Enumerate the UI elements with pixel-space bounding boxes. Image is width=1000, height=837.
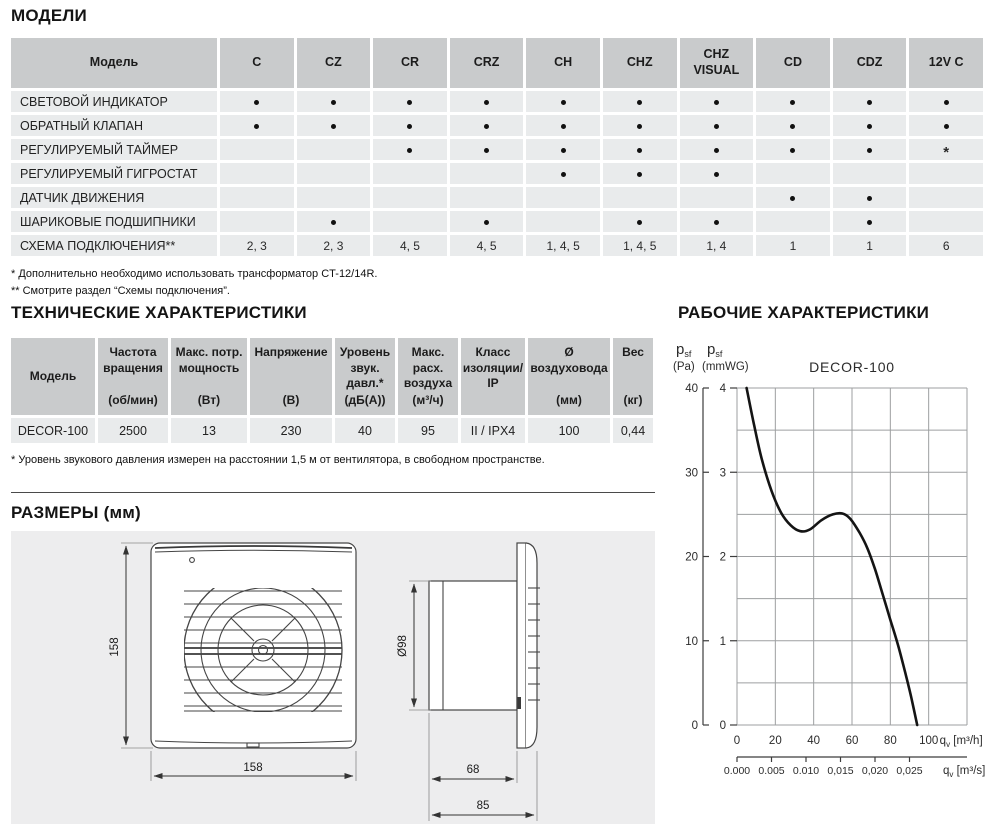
feature-dot-icon <box>484 100 489 105</box>
feature-dot-icon <box>714 172 719 177</box>
feature-dot-icon <box>561 124 566 129</box>
dimensions-panel <box>11 531 655 824</box>
pa-axis-unit: (Pa) <box>673 361 695 373</box>
feature-cell <box>603 163 677 184</box>
feature-dot-icon <box>561 148 566 153</box>
feature-cell: 2, 3 <box>297 235 371 256</box>
feature-cell: 1 <box>833 235 907 256</box>
feature-cell: 1, 4 <box>680 235 754 256</box>
fan-front-view <box>109 543 356 781</box>
feature-cell: 1, 4, 5 <box>603 235 677 256</box>
tech-cell: 95 <box>398 418 458 443</box>
feature-cell <box>373 187 447 208</box>
feature-dot-icon <box>714 220 719 225</box>
feature-cell: 6 <box>909 235 983 256</box>
tech-cell: 2500 <box>98 418 168 443</box>
models-col-header: CHZ VISUAL <box>680 38 754 88</box>
feature-dot-icon <box>714 124 719 129</box>
models-row <box>11 139 983 160</box>
feature-cell <box>756 139 830 160</box>
tech-col-header <box>398 338 458 415</box>
performance-section-title: РАБОЧИЕ ХАРАКТЕРИСТИКИ <box>678 303 930 322</box>
x-tick-label: 40 <box>807 735 821 747</box>
tech-col-name: Частота вращения <box>103 345 163 375</box>
feature-dot-icon <box>331 124 336 129</box>
tech-cell: 230 <box>250 418 332 443</box>
footnote-transformer: * Дополнительно необходимо использовать трансформатор CT-12/14R. <box>11 268 378 280</box>
mmwg-tick-label: 3 <box>719 467 726 480</box>
feature-cell <box>833 91 907 112</box>
fan-side-view <box>397 543 540 821</box>
feature-dot-icon <box>561 100 566 105</box>
feature-dot-icon <box>867 124 872 129</box>
feature-cell <box>373 115 447 136</box>
feature-dot-icon <box>254 124 259 129</box>
feature-dot-icon <box>484 220 489 225</box>
feature-cell: 4, 5 <box>450 235 524 256</box>
feature-cell <box>373 163 447 184</box>
feature-dot-icon <box>561 172 566 177</box>
feature-cell <box>833 163 907 184</box>
mmwg-axis-unit: (mmWG) <box>702 361 749 373</box>
feature-cell <box>909 211 983 232</box>
tech-col-unit: (об/мин) <box>108 393 158 408</box>
dim-front-height: 158 <box>109 637 121 657</box>
feature-dot-icon <box>331 220 336 225</box>
models-col-header: CR <box>373 38 447 88</box>
models-header-row <box>11 38 983 88</box>
mmwg-axis-label: $p_{sf}$ <box>707 341 723 359</box>
chart-title: DECOR-100 <box>809 359 895 375</box>
section-divider <box>11 492 655 493</box>
feature-cell <box>603 211 677 232</box>
feature-cell <box>756 91 830 112</box>
mmwg-tick-label: 1 <box>719 635 726 648</box>
tech-col-header <box>171 338 247 415</box>
pa-tick-label: 30 <box>685 467 698 480</box>
x-secondary-tick-label: 0,020 <box>861 765 889 777</box>
feature-cell <box>220 187 294 208</box>
feature-cell: 2, 3 <box>220 235 294 256</box>
feature-cell <box>603 115 677 136</box>
tech-cell: 100 <box>528 418 610 443</box>
feature-dot-icon <box>944 124 949 129</box>
feature-cell <box>297 91 371 112</box>
feature-dot-icon <box>867 196 872 201</box>
models-row <box>11 115 983 136</box>
tech-col-name: Макс. расх. воздуха <box>403 345 453 391</box>
tech-cell: II / IPX4 <box>461 418 525 443</box>
tech-cell: 0,44 <box>613 418 653 443</box>
feature-dot-icon <box>637 220 642 225</box>
tech-header-row <box>11 338 653 415</box>
pa-axis-label: $p_{sf}$ <box>676 341 692 359</box>
feature-cell <box>833 139 907 160</box>
footnote-schemes: ** Смотрите раздел “Схемы подключения”. <box>11 285 230 298</box>
x-secondary-unit: $q_v$ [m³/s] <box>943 765 986 779</box>
feature-dot-icon <box>407 124 412 129</box>
tech-col-name: Вес <box>622 345 644 359</box>
tech-col-header <box>528 338 610 415</box>
tech-cell: 40 <box>335 418 395 443</box>
feature-dot-icon <box>637 124 642 129</box>
x-tick-label: 0 <box>733 735 741 747</box>
feature-cell <box>603 91 677 112</box>
feature-cell <box>526 115 600 136</box>
models-section-title: МОДЕЛИ <box>11 6 87 25</box>
feature-cell <box>526 163 600 184</box>
feature-cell <box>909 139 983 160</box>
feature-cell: 4, 5 <box>373 235 447 256</box>
feature-cell <box>603 187 677 208</box>
tech-col-header <box>11 338 95 415</box>
tech-col-unit: (кг) <box>623 393 643 408</box>
feature-cell <box>450 187 524 208</box>
feature-dot-icon <box>484 148 489 153</box>
tech-col-header <box>613 338 653 415</box>
models-col-header: CH <box>526 38 600 88</box>
feature-cell <box>756 187 830 208</box>
feature-dot-icon <box>790 196 795 201</box>
feature-cell <box>220 91 294 112</box>
mmwg-tick-label: 4 <box>719 383 726 395</box>
models-row <box>11 235 983 256</box>
tech-col-unit: (мм) <box>556 393 582 408</box>
feature-row-label: СХЕМА ПОДКЛЮЧЕНИЯ** <box>11 235 217 256</box>
feature-dot-icon <box>790 100 795 105</box>
x-tick-label: 100 <box>919 735 939 747</box>
feature-cell <box>297 163 371 184</box>
feature-dot-icon <box>484 124 489 129</box>
feature-cell <box>526 91 600 112</box>
tech-col-unit: (В) <box>282 393 300 408</box>
tech-col-unit: (м³/ч) <box>412 393 444 408</box>
tech-footnote: * Уровень звукового давления измерен на расстоянии 1,5 м от вентилятора, в свободном пространстве. <box>11 454 545 466</box>
tech-col-name: Напряжение <box>254 345 328 359</box>
feature-cell <box>526 187 600 208</box>
models-col-header: CZ <box>297 38 371 88</box>
mmwg-tick-label: 2 <box>719 551 726 564</box>
models-col-header: CHZ <box>603 38 677 88</box>
tech-col-name: Класс изоляции/ IP <box>462 345 524 391</box>
feature-cell <box>450 115 524 136</box>
pa-tick-label: 0 <box>691 720 698 732</box>
tech-col-header <box>250 338 332 415</box>
feature-cell <box>297 211 371 232</box>
feature-cell <box>297 139 371 160</box>
feature-cell <box>373 139 447 160</box>
feature-cell <box>220 139 294 160</box>
feature-row-label: ОБРАТНЫЙ КЛАПАН <box>11 115 217 136</box>
feature-cell <box>526 211 600 232</box>
tech-section <box>11 303 659 466</box>
dimensions-drawing <box>11 531 655 824</box>
feature-cell <box>373 91 447 112</box>
feature-cell <box>603 139 677 160</box>
performance-chart <box>660 330 1000 830</box>
models-row <box>11 163 983 184</box>
feature-dot-icon <box>714 100 719 105</box>
tech-data-row <box>11 418 653 443</box>
feature-cell <box>833 187 907 208</box>
feature-cell <box>220 115 294 136</box>
sizes-section-title: РАЗМЕРЫ (мм) <box>11 503 141 522</box>
sizes-section <box>11 503 655 824</box>
feature-cell <box>909 187 983 208</box>
mmwg-tick-label: 0 <box>719 720 726 732</box>
models-row <box>11 211 983 232</box>
tech-col-header <box>335 338 395 415</box>
tech-col-header <box>461 338 525 415</box>
feature-dot-icon <box>254 100 259 105</box>
models-col-header: CDZ <box>833 38 907 88</box>
feature-star-icon: * <box>943 143 950 161</box>
x-secondary-tick-label: 0.000 <box>723 765 751 777</box>
pa-tick-label: 20 <box>685 551 698 564</box>
mount-clip <box>518 697 522 709</box>
performance-chart-wrap <box>660 330 1000 830</box>
feature-dot-icon <box>790 124 795 129</box>
models-col-header-model: Модель <box>11 38 217 88</box>
feature-cell <box>450 139 524 160</box>
models-footnotes <box>11 266 989 300</box>
x-tick-label: 80 <box>883 735 897 747</box>
feature-dot-icon <box>867 220 872 225</box>
feature-cell <box>756 163 830 184</box>
tech-cell: DECOR-100 <box>11 418 95 443</box>
tech-col-name: Ø воздуховода <box>530 345 608 375</box>
tech-col-name: Модель <box>29 368 77 383</box>
x-secondary-tick-label: 0.005 <box>758 765 785 777</box>
models-col-header: C <box>220 38 294 88</box>
tech-col-unit: (Вт) <box>197 393 221 408</box>
feature-cell <box>909 91 983 112</box>
dim-total-depth: 85 <box>476 800 490 812</box>
feature-cell: 1 <box>756 235 830 256</box>
feature-cell <box>220 211 294 232</box>
feature-row-label: СВЕТОВОЙ ИНДИКАТОР <box>11 91 217 112</box>
feature-cell <box>909 115 983 136</box>
x-tick-label: 60 <box>845 735 859 747</box>
models-col-header: CRZ <box>450 38 524 88</box>
feature-dot-icon <box>790 148 795 153</box>
feature-cell <box>680 163 754 184</box>
models-row <box>11 187 983 208</box>
tech-col-name: Макс. потр. мощность <box>175 345 243 375</box>
feature-row-label: РЕГУЛИРУЕМЫЙ ГИГРОСТАТ <box>11 163 217 184</box>
feature-cell <box>297 115 371 136</box>
tech-cell: 13 <box>171 418 247 443</box>
performance-section <box>678 303 990 323</box>
tech-col-unit: (дБ(А)) <box>344 393 386 408</box>
feature-dot-icon <box>867 148 872 153</box>
tech-col-name: Уровень звук. давл.* <box>339 345 391 391</box>
tech-section-title: ТЕХНИЧЕСКИЕ ХАРАКТЕРИСТИКИ <box>11 303 307 322</box>
feature-dot-icon <box>637 100 642 105</box>
feature-row-label: ШАРИКОВЫЕ ПОДШИПНИКИ <box>11 211 217 232</box>
feature-dot-icon <box>407 100 412 105</box>
feature-cell: 1, 4, 5 <box>526 235 600 256</box>
models-section <box>11 6 989 300</box>
dim-front-width: 158 <box>243 762 263 774</box>
models-table <box>8 35 986 259</box>
feature-cell <box>373 211 447 232</box>
models-row <box>11 91 983 112</box>
x-secondary-tick-label: 0,025 <box>896 765 923 777</box>
pa-tick-label: 40 <box>685 383 698 395</box>
feature-dot-icon <box>714 148 719 153</box>
feature-dot-icon <box>637 148 642 153</box>
dim-duct-depth: 68 <box>466 764 480 776</box>
models-col-header: 12V C <box>909 38 983 88</box>
x-secondary-tick-label: 0,015 <box>827 765 854 777</box>
feature-cell <box>526 139 600 160</box>
feature-dot-icon <box>331 100 336 105</box>
feature-cell <box>756 211 830 232</box>
tech-table <box>8 335 656 446</box>
feature-cell <box>833 211 907 232</box>
feature-cell <box>680 115 754 136</box>
feature-cell <box>680 139 754 160</box>
x-tick-label: 20 <box>768 735 782 747</box>
feature-cell <box>756 115 830 136</box>
feature-dot-icon <box>407 148 412 153</box>
feature-cell <box>297 187 371 208</box>
feature-cell <box>680 187 754 208</box>
feature-row-label: ДАТЧИК ДВИЖЕНИЯ <box>11 187 217 208</box>
feature-cell <box>909 163 983 184</box>
feature-cell <box>450 211 524 232</box>
feature-cell <box>220 163 294 184</box>
feature-dot-icon <box>637 172 642 177</box>
models-col-header: CD <box>756 38 830 88</box>
feature-row-label: РЕГУЛИРУЕМЫЙ ТАЙМЕР <box>11 139 217 160</box>
feature-cell <box>450 163 524 184</box>
tech-col-header <box>98 338 168 415</box>
feature-cell <box>680 91 754 112</box>
feature-cell <box>450 91 524 112</box>
x-axis-unit: $q_v$ [m³/h] <box>939 735 983 749</box>
feature-dot-icon <box>944 100 949 105</box>
pa-tick-label: 10 <box>685 635 698 648</box>
feature-cell <box>680 211 754 232</box>
feature-dot-icon <box>867 100 872 105</box>
feature-cell <box>833 115 907 136</box>
dim-duct-diameter: Ø98 <box>397 635 409 657</box>
x-secondary-tick-label: 0.010 <box>792 765 820 777</box>
